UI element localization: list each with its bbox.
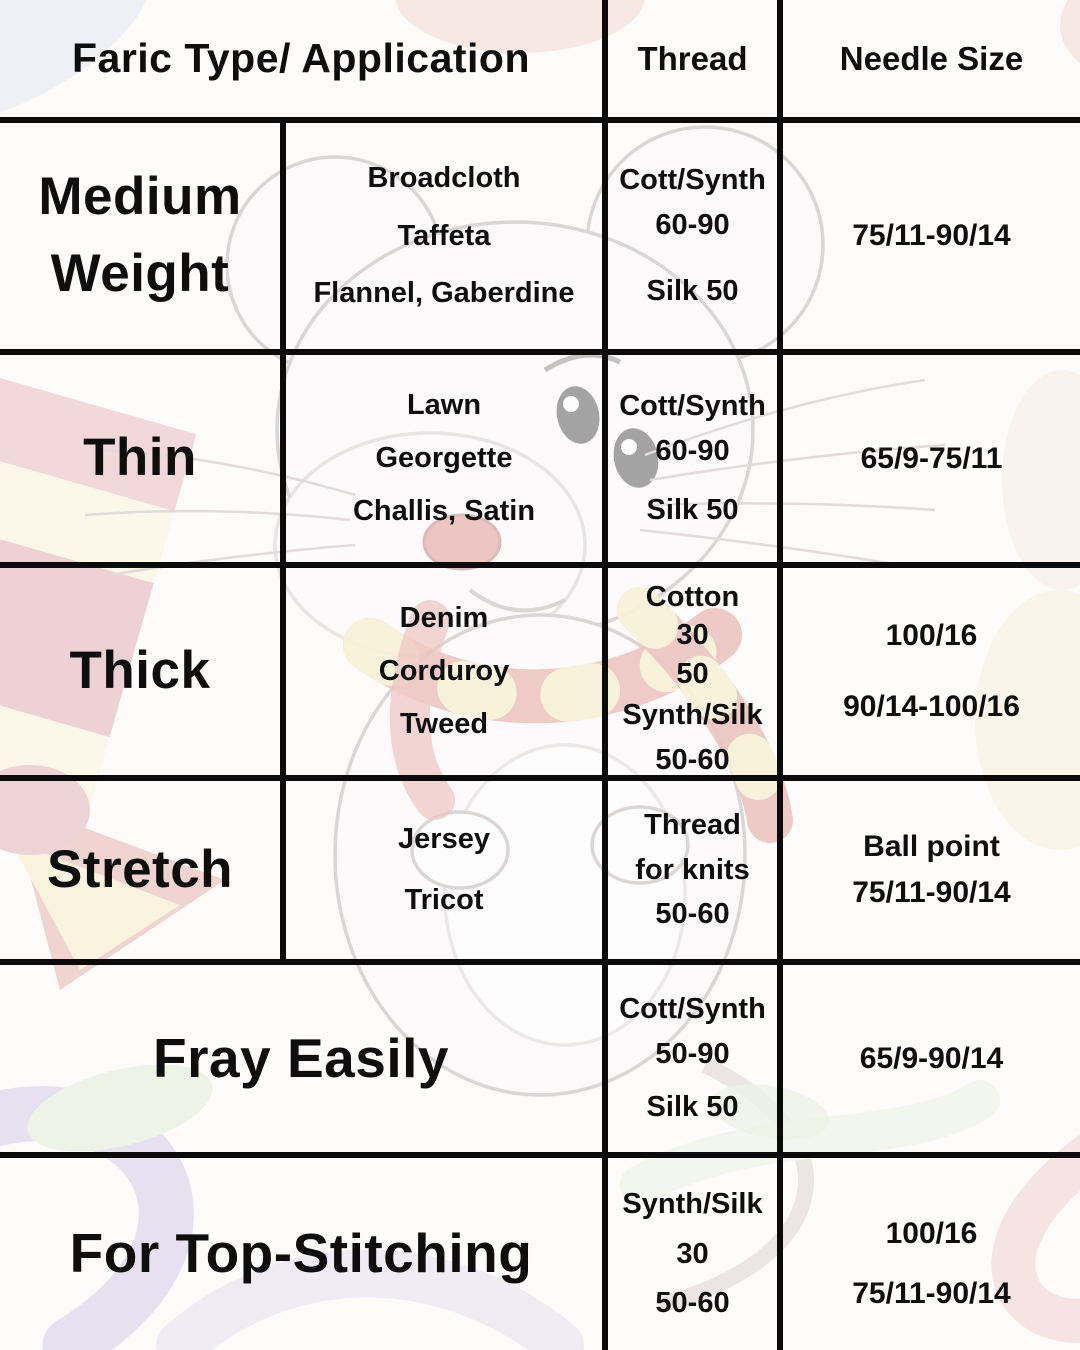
needle-line: 75/11-90/14 xyxy=(852,1276,1011,1310)
thread-line: Thread xyxy=(644,808,741,841)
header-fabric-type xyxy=(0,0,602,117)
thread-line: 50-90 xyxy=(655,1038,730,1070)
needle-line: 75/11-90/14 xyxy=(852,219,1011,252)
thread-line: Synth/Silk xyxy=(622,1188,763,1221)
thread-line: 30 xyxy=(676,619,709,652)
row-thin-thread xyxy=(608,355,777,562)
row-fray-easily-label: Fray Easily xyxy=(153,1026,449,1089)
row-medium-weight-thread xyxy=(608,123,777,349)
needle-line: 65/9-75/11 xyxy=(860,441,1003,475)
thread-line: for knits xyxy=(635,853,750,886)
thread-line: Cotton xyxy=(645,581,740,613)
thread-line: Silk 50 xyxy=(646,1091,739,1123)
row-thick-fabrics xyxy=(286,568,602,775)
thread-line: 60-90 xyxy=(655,434,730,467)
thread-line: Silk 50 xyxy=(646,494,739,527)
header-needle-size-label: Needle Size xyxy=(839,39,1024,77)
fabric-item: Denim xyxy=(399,602,489,634)
thread-line: 60-90 xyxy=(655,209,730,241)
thread-line: Synth/Silk xyxy=(622,698,763,731)
row-top-stitching-needle xyxy=(783,1158,1080,1350)
row-fray-easily-thread xyxy=(608,965,777,1152)
fabric-item: Flannel, Gaberdine xyxy=(313,277,575,310)
row-medium-weight-label: Medium Weight xyxy=(38,167,242,303)
row-stretch-needle xyxy=(783,781,1080,959)
row-medium-weight-fabrics xyxy=(286,123,602,349)
header-needle-size xyxy=(783,0,1080,117)
fabric-item: Lawn xyxy=(406,389,482,421)
fabric-item: Challis, Satin xyxy=(352,495,536,527)
needle-line: 65/9-90/14 xyxy=(859,1041,1004,1075)
fabric-item: Georgette xyxy=(375,442,513,474)
needle-line: 100/16 xyxy=(885,619,978,652)
row-thin-label: Thin xyxy=(83,428,197,488)
fabric-item: Tricot xyxy=(404,884,484,916)
row-medium-weight-needle xyxy=(783,123,1080,349)
row-stretch-thread xyxy=(608,781,777,959)
thread-line: 50-60 xyxy=(655,1286,730,1319)
row-top-stitching-thread xyxy=(608,1158,777,1350)
row-top-stitching-label: For Top-Stitching xyxy=(69,1222,533,1285)
thread-line: 50-60 xyxy=(655,743,730,776)
fabric-item: Tweed xyxy=(399,708,489,740)
header-thread-label: Thread xyxy=(637,39,748,77)
needle-line: 100/16 xyxy=(885,1217,978,1251)
fabric-item: Broadcloth xyxy=(367,161,521,194)
row-fray-easily-needle xyxy=(783,965,1080,1152)
thread-line: 30 xyxy=(676,1237,709,1270)
needle-line: 75/11-90/14 xyxy=(852,876,1011,909)
fabric-item: Taffeta xyxy=(397,219,491,252)
thread-line: Cott/Synth xyxy=(619,993,766,1026)
thread-line: 50-60 xyxy=(655,898,730,931)
row-thick-label: Thick xyxy=(69,641,211,701)
thread-line: 50 xyxy=(676,657,709,690)
row-stretch-label: Stretch xyxy=(46,839,234,899)
needle-line: Ball point xyxy=(863,829,1000,863)
needle-line: 90/14-100/16 xyxy=(843,690,1020,723)
thread-line: Silk 50 xyxy=(646,275,739,307)
row-thick-thread xyxy=(608,568,777,775)
row-thick-needle xyxy=(783,568,1080,775)
fabric-item: Corduroy xyxy=(378,655,510,687)
fabric-item: Jersey xyxy=(398,823,490,855)
thread-line: Cott/Synth xyxy=(619,164,766,197)
header-thread xyxy=(608,0,777,117)
header-fabric-type-label: Faric Type/ Application xyxy=(71,35,530,81)
row-thin-fabrics xyxy=(286,355,602,562)
thread-line: Cott/Synth xyxy=(619,389,766,422)
row-thin-needle xyxy=(783,355,1080,562)
row-stretch-fabrics xyxy=(286,781,602,959)
